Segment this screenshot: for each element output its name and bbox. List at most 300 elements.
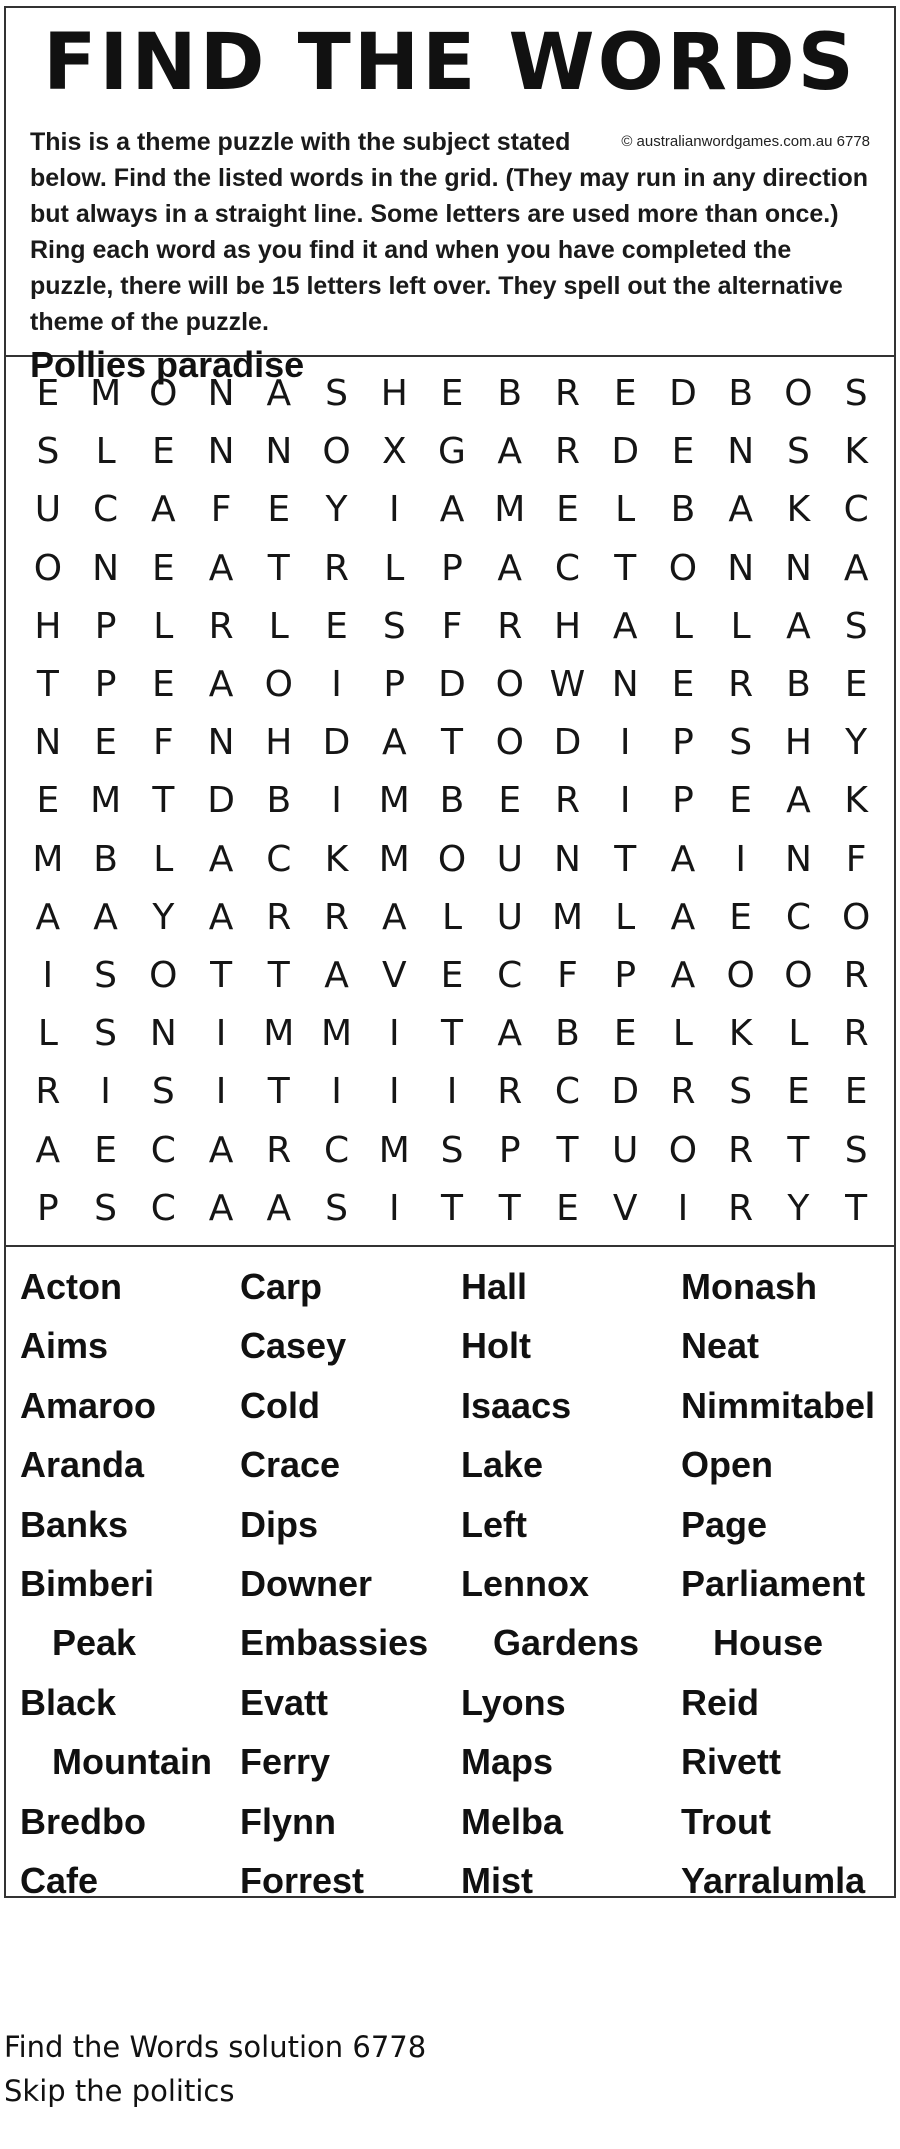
instructions-text: This is a theme puzzle with the subject stated below. Find the listed words in the grid. (They may run in any direction but always in a straight line. Some letters are used more than once.) Ring each word as you find it and when you have completed the puzzle, there will be 15 letters left over. They spell out the alternative theme of the puzzle. [30, 128, 869, 336]
grid-letter[interactable]: A [208, 838, 234, 880]
grid-letter[interactable]: T [152, 780, 175, 822]
grid-letter[interactable]: C [785, 896, 811, 938]
grid-letter[interactable]: C [843, 489, 869, 531]
grid-letter[interactable]: O [495, 664, 524, 705]
grid-letter[interactable]: O [149, 373, 178, 414]
grid-letter[interactable]: A [497, 1013, 523, 1055]
grid-letter[interactable]: P [614, 955, 637, 996]
grid-letter[interactable]: R [728, 664, 754, 705]
grid-letter[interactable]: R [554, 780, 580, 822]
grid-letter[interactable]: E [613, 373, 637, 414]
word-list-item: Parliament [681, 1562, 866, 1604]
grid-letter[interactable]: U [612, 1129, 639, 1171]
grid-letter[interactable]: E [844, 664, 868, 705]
grid-row [19, 714, 885, 772]
grid-letter[interactable]: T [267, 1071, 290, 1113]
word-list-item: Melba [461, 1800, 564, 1842]
grid-letter[interactable]: N [727, 547, 755, 589]
grid-letter[interactable]: I [446, 1071, 458, 1113]
word-list-item: Crace [240, 1444, 341, 1486]
word-list-item: Amaroo [20, 1384, 157, 1426]
grid-letter[interactable]: O [264, 664, 293, 705]
word-list-item: Casey [240, 1325, 347, 1367]
grid-letter[interactable]: R [728, 1187, 754, 1229]
grid-letter[interactable]: L [615, 896, 636, 938]
grid-letter[interactable]: M [32, 838, 64, 880]
grid-letter[interactable]: I [619, 722, 631, 764]
grid-letter[interactable]: Y [787, 1187, 810, 1229]
grid-letter[interactable]: P [383, 664, 406, 705]
grid-letter[interactable]: S [94, 1187, 118, 1229]
grid-letter[interactable]: O [33, 547, 63, 589]
grid-letter[interactable]: D [611, 1071, 640, 1113]
grid-letter[interactable]: M [263, 1013, 295, 1055]
grid-letter[interactable]: H [553, 605, 582, 647]
word-list-item: Forrest [240, 1859, 365, 1901]
grid-letter[interactable]: P [37, 1187, 59, 1229]
grid-letter[interactable]: A [670, 838, 696, 880]
grid-letter[interactable]: K [844, 431, 868, 473]
word-list-item: Aranda [20, 1444, 145, 1486]
grid-letter[interactable]: C [554, 547, 581, 589]
grid-letter[interactable]: E [151, 664, 175, 705]
word-list-item: Embassies [240, 1622, 429, 1664]
word-list-item: Trout [681, 1800, 771, 1842]
grid-letter[interactable]: E [671, 664, 695, 705]
grid-letter[interactable]: I [388, 1071, 400, 1113]
grid-letter[interactable]: O [322, 431, 351, 473]
grid-letter[interactable]: I [388, 489, 400, 531]
grid-letter[interactable]: L [268, 605, 289, 647]
grid-letter[interactable]: R [266, 896, 292, 938]
grid-letter[interactable]: A [151, 489, 176, 531]
grid-letter[interactable]: E [94, 722, 117, 764]
word-list-item: Evatt [240, 1681, 329, 1723]
grid-letter[interactable]: L [730, 605, 751, 647]
grid-letter[interactable]: E [440, 373, 464, 414]
grid-letter[interactable]: S [325, 373, 348, 414]
word-search-puzzle [4, 6, 896, 1901]
solution-note [4, 2025, 426, 2113]
grid-letter[interactable]: V [381, 955, 407, 996]
grid-letter[interactable]: U [496, 896, 523, 938]
grid-letter[interactable]: C [497, 955, 523, 996]
word-list-item-continuation: House [713, 1622, 824, 1664]
grid-letter[interactable]: F [441, 605, 463, 647]
grid-letter[interactable]: S [36, 431, 60, 473]
grid-letter[interactable]: O [726, 955, 755, 996]
grid-letter[interactable]: A [381, 722, 407, 764]
grid-letter[interactable]: N [207, 722, 235, 764]
grid-letter[interactable]: G [438, 431, 466, 473]
grid-row [19, 1005, 885, 1063]
grid-letter[interactable]: L [441, 896, 463, 938]
grid-letter[interactable]: S [94, 955, 118, 996]
grid-letter[interactable]: I [619, 780, 631, 822]
grid-letter[interactable]: T [210, 955, 233, 996]
grid-letter[interactable]: P [498, 1129, 521, 1171]
grid-letter[interactable]: E [36, 373, 60, 414]
word-list-item: Banks [20, 1503, 129, 1545]
grid-letter[interactable]: H [34, 605, 62, 647]
grid-letter[interactable]: M [378, 838, 410, 880]
word-list-item: Cold [240, 1384, 320, 1426]
grid-letter[interactable]: V [612, 1187, 638, 1229]
grid-letter[interactable]: K [324, 838, 349, 880]
grid-letter[interactable]: A [93, 896, 118, 938]
grid-letter[interactable]: P [672, 780, 694, 822]
grid-letter[interactable]: E [325, 605, 348, 647]
grid-row [19, 481, 885, 539]
grid-letter[interactable]: I [215, 1071, 227, 1113]
grid-letter[interactable]: C [323, 1129, 350, 1171]
copyright-notice: © australianwordgames.com.au 6778 [621, 133, 870, 150]
word-list-item: Downer [240, 1562, 373, 1604]
grid-letter[interactable]: W [549, 664, 586, 705]
grid-letter[interactable]: S [94, 1013, 118, 1055]
grid-letter[interactable]: I [388, 1013, 400, 1055]
grid-letter[interactable]: Y [325, 489, 348, 531]
word-list-item: Monash [681, 1266, 818, 1307]
grid-letter[interactable]: R [554, 373, 580, 414]
grid-letter[interactable]: K [728, 1013, 753, 1055]
grid-letter[interactable]: C [554, 1071, 581, 1113]
grid-letter[interactable]: F [845, 838, 867, 880]
solution-answer: Skip the politics [4, 2074, 235, 2108]
grid-letter[interactable]: E [498, 780, 522, 822]
grid-letter[interactable]: O [784, 373, 813, 414]
grid-letter[interactable]: N [727, 431, 755, 473]
word-list-item: Open [681, 1444, 774, 1486]
word-list-item: Acton [20, 1266, 122, 1307]
word-list-item: Yarralumla [681, 1859, 866, 1901]
word-list-item-continuation: Peak [52, 1622, 137, 1664]
grid-letter[interactable]: D [438, 664, 466, 705]
grid-letter[interactable]: M [321, 1013, 353, 1055]
grid-letter[interactable]: D [553, 722, 582, 764]
grid-letter[interactable]: S [844, 1129, 868, 1171]
grid-letter[interactable]: F [557, 955, 578, 996]
puzzle-instructions [30, 124, 870, 340]
grid-letter[interactable]: B [497, 373, 523, 414]
word-list-item: Carp [240, 1266, 323, 1307]
grid-letter[interactable]: M [90, 373, 122, 414]
grid-letter[interactable]: B [439, 780, 465, 822]
grid-letter[interactable]: A [266, 373, 292, 414]
grid-letter[interactable]: I [331, 780, 342, 822]
grid-letter[interactable]: R [497, 605, 523, 647]
grid-letter[interactable]: A [208, 1129, 234, 1171]
grid-letter[interactable]: E [729, 780, 753, 822]
word-list-item: Holt [461, 1325, 531, 1367]
grid-letter[interactable]: L [672, 605, 693, 647]
grid-row [19, 1122, 885, 1180]
grid-letter[interactable]: T [614, 547, 637, 589]
grid-letter[interactable]: I [677, 1187, 689, 1229]
grid-letter[interactable]: P [672, 722, 694, 764]
grid-letter[interactable]: A [670, 896, 696, 938]
grid-letter[interactable]: T [441, 722, 463, 764]
grid-letter[interactable]: N [34, 722, 62, 764]
word-list-item: Hall [461, 1266, 528, 1307]
word-list-item-continuation: Gardens [493, 1622, 640, 1664]
grid-letter[interactable]: P [94, 605, 117, 647]
grid-letter[interactable]: U [34, 489, 62, 531]
puzzle-header [6, 8, 894, 385]
grid-letter[interactable]: A [266, 1187, 292, 1229]
grid-letter[interactable]: M [551, 896, 583, 938]
grid-letter[interactable]: R [324, 547, 350, 589]
grid-letter[interactable]: X [381, 431, 407, 473]
grid-letter[interactable]: B [786, 664, 811, 705]
grid-letter[interactable]: A [324, 955, 349, 996]
grid-letter[interactable]: N [265, 431, 293, 473]
grid-letter[interactable]: A [208, 1187, 234, 1229]
grid-letter[interactable]: N [207, 431, 235, 473]
grid-letter[interactable]: A [612, 605, 638, 647]
grid-letter[interactable]: L [95, 431, 116, 473]
grid-letter[interactable]: I [735, 838, 746, 880]
word-list-item: Lake [461, 1444, 544, 1486]
grid-letter[interactable]: S [844, 605, 868, 647]
grid-letter[interactable]: M [90, 780, 122, 822]
grid-letter[interactable]: N [149, 1013, 177, 1055]
grid-row [19, 947, 885, 1005]
puzzle-theme: Pollies paradise [30, 344, 305, 385]
letter-grid [6, 357, 894, 1247]
grid-letter[interactable]: K [786, 489, 811, 531]
grid-letter[interactable]: I [331, 1071, 342, 1113]
grid-letter[interactable]: Y [845, 722, 868, 764]
grid-row [19, 540, 885, 598]
grid-letter[interactable]: O [841, 896, 871, 938]
grid-letter[interactable]: A [381, 896, 407, 938]
word-list-item: Neat [681, 1325, 760, 1367]
puzzle-title: FIND THE WORDS [43, 18, 857, 108]
grid-letter[interactable]: E [151, 431, 175, 473]
grid-row [19, 423, 885, 481]
grid-letter[interactable]: E [613, 1013, 637, 1055]
grid-letter[interactable]: A [786, 780, 811, 822]
grid-letter[interactable]: L [153, 838, 174, 880]
grid-letter[interactable]: S [440, 1129, 464, 1171]
grid-letter[interactable]: B [670, 489, 696, 531]
word-list-item: Isaacs [461, 1384, 572, 1426]
grid-letter[interactable]: E [729, 896, 753, 938]
grid-letter[interactable]: O [495, 722, 524, 764]
grid-letter[interactable]: A [208, 896, 234, 938]
grid-letter[interactable]: R [324, 896, 350, 938]
grid-letter[interactable]: D [322, 722, 351, 764]
grid-letter[interactable]: M [378, 1129, 410, 1171]
grid-letter[interactable]: H [380, 373, 408, 414]
grid-letter[interactable]: O [437, 838, 467, 880]
word-list-item: Bimberi [20, 1562, 155, 1604]
word-column [20, 1257, 240, 1910]
grid-letter[interactable]: S [325, 1187, 348, 1229]
grid-row [19, 656, 885, 714]
grid-row [19, 598, 885, 656]
grid-letter[interactable]: N [92, 547, 120, 589]
grid-letter[interactable]: E [440, 955, 464, 996]
grid-letter[interactable]: O [668, 1129, 698, 1171]
grid-letter[interactable]: A [497, 547, 523, 589]
grid-letter[interactable]: R [728, 1129, 754, 1171]
word-list-item: Dips [240, 1503, 319, 1545]
grid-letter[interactable]: E [151, 547, 175, 589]
grid-letter[interactable]: R [670, 1071, 696, 1113]
grid-letter[interactable]: I [331, 664, 342, 705]
grid-letter[interactable]: P [441, 547, 463, 589]
grid-letter[interactable]: B [93, 838, 118, 880]
grid-letter[interactable]: A [439, 489, 465, 531]
grid-letter[interactable]: N [784, 547, 812, 589]
grid-letter[interactable]: R [497, 1071, 523, 1113]
grid-letter[interactable]: M [378, 780, 410, 822]
word-list-item: Black [20, 1681, 117, 1723]
word-list-item: Rivett [681, 1741, 782, 1783]
grid-letter[interactable]: Y [152, 896, 175, 938]
grid-letter[interactable]: B [266, 780, 292, 822]
grid-letter[interactable]: R [266, 1129, 292, 1171]
grid-letter[interactable]: A [843, 547, 869, 589]
word-list-item: Ferry [240, 1741, 331, 1783]
grid-letter[interactable]: N [207, 373, 235, 414]
grid-letter[interactable]: I [42, 955, 54, 996]
word-list-item: Left [461, 1503, 527, 1545]
grid-letter[interactable]: O [149, 955, 178, 996]
grid-letter[interactable]: M [494, 489, 526, 531]
grid-letter[interactable]: H [265, 722, 293, 764]
word-list-item: Lyons [461, 1681, 566, 1723]
grid-letter[interactable]: O [784, 955, 813, 996]
grid-letter[interactable]: A [208, 547, 234, 589]
grid-row [19, 831, 885, 889]
grid-letter[interactable]: R [554, 431, 580, 473]
grid-letter[interactable]: R [843, 955, 869, 996]
word-list-item: Lennox [461, 1562, 590, 1604]
word-column [461, 1257, 681, 1910]
word-list-item-continuation: Mountain [52, 1741, 212, 1783]
grid-letter[interactable]: D [611, 431, 640, 473]
grid-letter[interactable]: D [207, 780, 235, 822]
grid-letter[interactable]: S [729, 722, 753, 764]
grid-letter[interactable]: D [669, 373, 697, 414]
grid-letter[interactable]: R [208, 605, 234, 647]
grid-letter[interactable]: A [728, 489, 753, 531]
grid-letter[interactable]: L [384, 547, 405, 589]
word-list-item: Cafe [20, 1859, 99, 1901]
word-list-item: Nimmitabel [681, 1384, 876, 1426]
grid-letter[interactable]: T [498, 1187, 521, 1229]
word-list-item: Maps [461, 1741, 554, 1783]
grid-letter[interactable]: T [614, 838, 637, 880]
grid-letter[interactable]: L [153, 605, 174, 647]
grid-letter[interactable]: S [151, 1071, 175, 1113]
grid-letter[interactable]: A [208, 664, 234, 705]
grid-letter[interactable]: L [37, 1013, 58, 1055]
grid-letter[interactable]: T [787, 1129, 810, 1171]
grid-letter[interactable]: O [668, 547, 698, 589]
grid-letter[interactable]: E [844, 1071, 868, 1113]
grid-letter[interactable]: E [556, 489, 579, 531]
grid-letter[interactable]: P [94, 664, 117, 705]
grid-letter[interactable]: E [36, 780, 60, 822]
grid-letter[interactable]: A [670, 955, 696, 996]
grid-letter[interactable]: F [152, 722, 174, 764]
grid-letter[interactable]: L [615, 489, 636, 531]
grid-row [19, 1063, 885, 1121]
word-list-item: Mist [461, 1859, 533, 1901]
grid-letter[interactable]: K [844, 780, 868, 822]
grid-letter[interactable]: E [556, 1187, 579, 1229]
grid-row [19, 889, 885, 947]
word-list-item: Page [681, 1503, 768, 1545]
grid-letter[interactable]: T [556, 1129, 579, 1171]
grid-row [19, 772, 885, 830]
grid-letter[interactable]: C [93, 489, 119, 531]
grid-letter[interactable]: S [786, 431, 810, 473]
grid-letter[interactable]: H [784, 722, 812, 764]
solution-title: Find the Words solution 6778 [4, 2030, 427, 2064]
grid-letter[interactable]: L [672, 1013, 693, 1055]
grid-letter[interactable]: N [554, 838, 581, 880]
grid-letter[interactable]: T [267, 955, 290, 996]
grid-letter[interactable]: B [728, 373, 754, 414]
grid-letter[interactable]: E [94, 1129, 117, 1171]
grid-letter[interactable]: S [844, 373, 868, 414]
grid-letter[interactable]: E [267, 489, 291, 531]
grid-letter[interactable]: F [210, 489, 232, 531]
word-column [681, 1257, 900, 1910]
grid-letter[interactable]: T [845, 1187, 868, 1229]
grid-letter[interactable]: U [496, 838, 523, 880]
word-column [240, 1257, 460, 1910]
grid-letter[interactable]: E [787, 1071, 810, 1113]
grid-letter[interactable]: I [215, 1013, 227, 1055]
grid-letter[interactable]: R [843, 1013, 869, 1055]
grid-letter[interactable]: A [786, 605, 811, 647]
grid-letter[interactable]: L [788, 1013, 809, 1055]
grid-letter[interactable]: T [441, 1013, 463, 1055]
grid-letter[interactable]: C [150, 1187, 176, 1229]
word-list-item: Reid [681, 1681, 760, 1723]
grid-letter[interactable]: S [729, 1071, 753, 1113]
grid-letter[interactable]: N [784, 838, 812, 880]
grid-letter[interactable]: I [388, 1187, 400, 1229]
grid-letter[interactable]: R [35, 1071, 61, 1113]
word-list-item: Bredbo [20, 1800, 146, 1842]
grid-letter[interactable]: N [611, 664, 639, 705]
grid-letter[interactable]: T [441, 1187, 463, 1229]
word-list [6, 1247, 894, 1901]
grid-letter[interactable]: C [150, 1129, 176, 1171]
grid-row [19, 365, 885, 423]
grid-row [19, 1180, 885, 1238]
grid-letter[interactable]: A [497, 431, 523, 473]
grid-letter[interactable]: T [267, 547, 290, 589]
grid-letter[interactable]: A [35, 896, 61, 938]
word-list-item: Flynn [240, 1800, 336, 1842]
grid-letter[interactable]: B [555, 1013, 580, 1055]
word-list-item: Aims [20, 1325, 109, 1367]
grid-letter[interactable]: E [671, 431, 695, 473]
grid-letter[interactable]: S [382, 605, 406, 647]
grid-letter[interactable]: I [100, 1071, 111, 1113]
grid-letter[interactable]: A [35, 1129, 61, 1171]
grid-letter[interactable]: T [36, 664, 59, 705]
grid-letter[interactable]: C [266, 838, 292, 880]
